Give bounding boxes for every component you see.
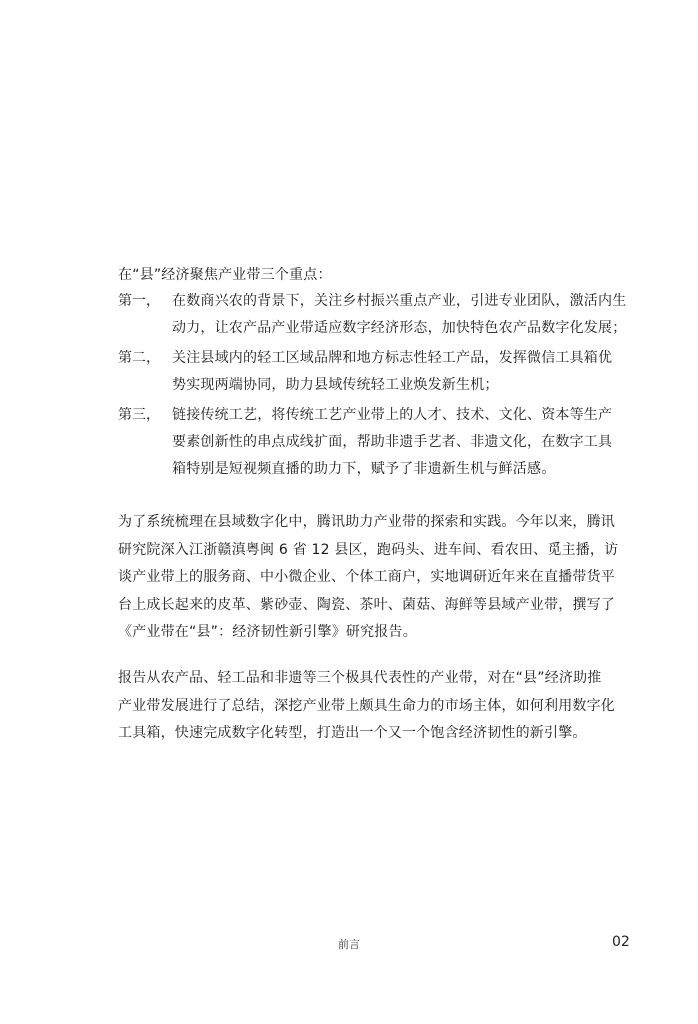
key-point-label: 第二， <box>118 350 160 366</box>
key-point-3 <box>118 403 630 484</box>
document-body <box>118 263 630 749</box>
key-point-label: 第一， <box>118 293 160 309</box>
paragraph-line: 台上成长起来的皮革、紫砂壶、陶瓷、茶叶、菌菇、海鲜等县域产业带，撰写了 <box>118 596 615 613</box>
key-point-text-line: 要素创新性的串点成线扩面，帮助非遗手艺者、非遗文化，在数字工具 <box>172 434 613 450</box>
paragraph-line: 为了系统梳理在县域数字化中，腾讯助力产业带的探索和实践。今年以来，腾讯 <box>118 514 615 530</box>
key-points-list <box>118 289 630 484</box>
key-point-1 <box>118 289 630 343</box>
key-point-text-line: 箱特别是短视频直播的助力下，赋予了非遗新生机与鲜活感。 <box>172 461 556 477</box>
paragraph-line: 工具箱，快速完成数字化转型，打造出一个又一个饱含经济韧性的新引擎。 <box>118 725 587 741</box>
intro-line: 在“县”经济聚焦产业带三个重点： <box>118 267 332 283</box>
key-point-2 <box>118 346 630 400</box>
paragraph-line: 《产业带在“县”：经济韧性新引擎》研究报告。 <box>118 624 417 640</box>
key-point-label: 第三， <box>118 407 160 423</box>
key-point-text-line: 链接传统工艺，将传统工艺产业带上的人才、技术、文化、资本等生产 <box>172 407 613 423</box>
key-point-text-line: 在数商兴农的背景下，关注乡村振兴重点产业，引进专业团队，激活内生 <box>172 293 627 309</box>
paragraph-line: 谈产业带上的服务商、中小微企业、个体工商户，实地调研近年来在直播带货平 <box>118 569 615 585</box>
paragraph-line: 产业带发展进行了总结，深挖产业带上颇具生命力的市场主体，如何利用数字化 <box>118 697 615 714</box>
paragraph-report-summary <box>118 666 630 745</box>
key-point-text-line: 动力，让农产品产业带适应数字经济形态，加快特色农产品数字化发展； <box>172 320 627 336</box>
paragraph-research <box>118 510 630 644</box>
paragraph-line: 报告从农产品、轻工品和非遗等三个极具代表性的产业带，对在“县”经济助推 <box>118 670 602 686</box>
page-number: 02 <box>612 934 630 950</box>
key-point-text-line: 关注县域内的轻工区域品牌和地方标志性轻工产品，发挥微信工具箱优 <box>172 350 613 366</box>
paragraph-line: 研究院深入江浙赣滇粤闽 6 省 12 县区，跑码头、进车间、看农田、觅主播，访 <box>118 541 619 558</box>
key-point-text-line: 势实现两端协同，助力县域传统轻工业焕发新生机； <box>172 377 499 393</box>
footer-section-title: 前言 <box>338 938 360 951</box>
